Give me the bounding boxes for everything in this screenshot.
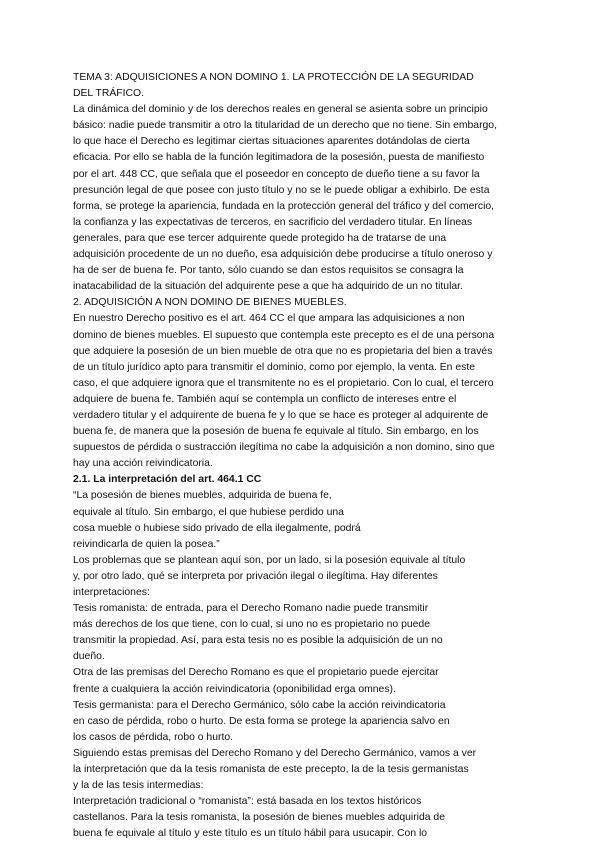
text-line: adquiere de buena fe. También aquí se contempla un conflicto de intereses entre el — [73, 393, 457, 405]
text-line: generales, para que ese tercer adquirente quede protegido ha de tratarse de una — [73, 232, 447, 244]
text-line: “La posesión de bienes muebles, adquirida de buena fe, — [73, 490, 332, 502]
text-line: domino de bienes muebles. El supuesto que contempla este precepto es el de una persona — [73, 329, 495, 341]
text-line: castellanos. Para la tesis romanista, la posesión de bienes muebles adquirida de — [73, 812, 445, 824]
text-line: buena fe, de manera que la posesión de buena fe equivale al título. Sin embargo, en los — [73, 426, 479, 438]
text-line: La dinámica del dominio y de los derechos reales en general se asienta sobre un principio — [73, 104, 488, 116]
text-line: de un título jurídico apto para transmitir el dominio, como por ejemplo, la venta. En este — [73, 361, 475, 373]
text-line: equivale al título. Sin embargo, el que hubiese perdido una — [73, 506, 344, 518]
text-line: verdadero titular y el adquirente de buena fe y lo que se hace es proteger al adquirente de — [73, 409, 489, 421]
text-line: y la de las tesis intermedias: — [73, 780, 204, 792]
text-line: la confianza y las expectativas de terceros, en sacrificio del verdadero titular. En líneas — [73, 216, 473, 228]
text-line: y, por otro lado, qué se interpreta por privación ilegal o ilegítima. Hay diferentes — [73, 570, 438, 582]
text-line: básico: nadie puede transmitir a otro la titularidad de un derecho que no tiene. Sin embargo, — [73, 120, 497, 132]
text-line: Siguiendo estas premisas del Derecho Romano y del Derecho Germánico, vamos a ver — [73, 747, 477, 759]
text-line: la interpretación que da la tesis romanista de este precepto, la de la tesis germanistas — [73, 764, 469, 776]
text-line: ha de ser de buena fe. Por tanto, sólo cuando se dan estos requisitos se consagra la — [73, 265, 464, 277]
document-body — [73, 70, 535, 843]
text-line: Tesis germanista: para el Derecho Germánico, sólo cabe la acción reivindicatoria — [73, 699, 446, 711]
text-line: dueño. — [73, 651, 105, 663]
text-line: por el art. 448 CC, que señala que el poseedor en concepto de dueño tiene a su favor la — [73, 168, 480, 180]
text-line: interpretaciones: — [73, 587, 150, 598]
text-line: frente a cualquiera la acción reivindicatoria (oponibilidad erga omnes). — [73, 683, 396, 695]
text-line: cosa mueble o hubiese sido privado de ella ilegalmente, podrá — [73, 522, 361, 534]
text-line: TEMA 3: ADQUISICIONES A NON DOMINO 1. LA PROTECCIÓN DE LA SEGURIDAD — [73, 72, 474, 83]
text-line: transmitir la propiedad. Así, para esta tesis no es posible la adquisición de un no — [73, 635, 443, 647]
text-line: presunción legal de que posee con justo título y no se le puede obligar a exhibirlo. De esta — [73, 184, 490, 196]
text-line: buena fe equivale al título y este título es un título hábil para usucapir. Con lo — [73, 828, 428, 840]
text-line: hay una acción reivindicatoria. — [73, 458, 213, 470]
text-line: Los problemas que se plantean aquí son, por un lado, si la posesión equivale al título — [73, 554, 466, 566]
text-line: 2. ADQUISICIÓN A NON DOMINO DE BIENES MUEBLES. — [73, 297, 347, 309]
text-line: DEL TRÁFICO. — [73, 88, 145, 100]
text-line: en caso de pérdida, robo o hurto. De esta forma se protege la apariencia salvo en — [73, 715, 450, 727]
text-line: En nuestro Derecho positivo es el art. 464 CC el que ampara las adquisiciones a non — [73, 313, 465, 325]
text-line: supuestos de pérdida o sustracción ilegítima no cabe la adquisición a non domino, sino que — [73, 442, 495, 454]
text-line: que adquiere la posesión de un bien mueble de otra que no es propietaria del bien a través — [73, 345, 493, 357]
text-line: Interpretación tradicional o “romanista”: está basada en los textos históricos — [73, 796, 422, 808]
text-line: reivindicarla de quien la posea.” — [73, 538, 220, 550]
text-line: Otra de las premisas del Derecho Romano es que el propietario puede ejercitar — [73, 667, 439, 679]
text-line: más derechos de los que tiene, con lo cual, si uno no es propietario no puede — [73, 619, 430, 631]
text-line: caso, el que adquiere ignora que el transmitente no es el propietario. Con lo cual, el tercero — [73, 377, 494, 389]
text-line: los casos de pérdida, robo o hurto. — [73, 731, 233, 743]
section-heading-line: 2.1. La interpretación del art. 464.1 CC — [73, 474, 262, 486]
text-line: eficacia. Por ello se habla de la función legitimadora de la posesión, puesta de manifiesto — [73, 152, 485, 164]
text-line: forma, se protege la apariencia, fundada en la protección general del tráfico y del comercio, — [73, 200, 495, 212]
text-line: adquisición procedente de un no dueño, esa adquisición debe producirse a título oneroso y — [73, 249, 493, 261]
text-line: inatacabilidad de la situación del adquirente pese a que ha adquirido de un no titular. — [73, 281, 463, 293]
text-line: lo que hace el Derecho es legitimar ciertas situaciones aparentes dotándolas de cierta — [73, 136, 470, 148]
text-line: Tesis romanista: de entrada, para el Derecho Romano nadie puede transmitir — [73, 603, 429, 615]
